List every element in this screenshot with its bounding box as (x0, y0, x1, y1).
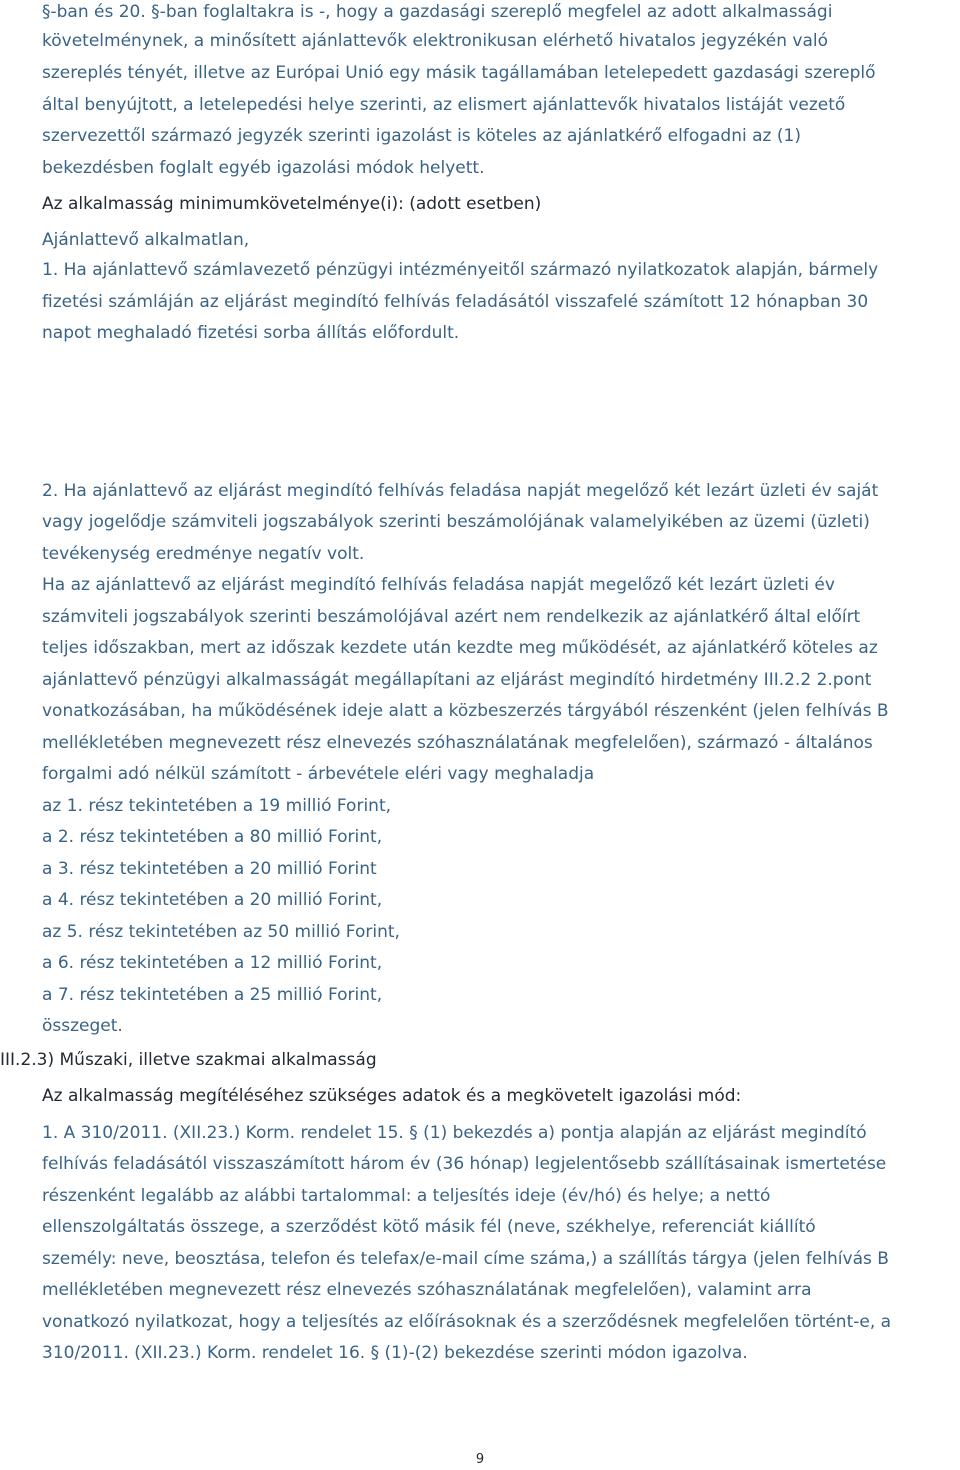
section-body-line: részenként legalább az alábbi tartalommal: a teljesítés ideje (év/hó) és helye; a nettó (42, 1186, 771, 1206)
page-number: 9 (475, 1452, 485, 1467)
point2-line: vagy jogelődje számviteli jogszabályok szerinti beszámolójának valamelyikében az üzemi (üzleti) (42, 512, 870, 532)
part-item: a 6. rész tekintetében a 12 millió Forint, (42, 953, 383, 973)
paragraph-line: által benyújtott, a letelepedési helye szerinti, az elismert ajánlattevők hivatalos listáját vezető (42, 95, 846, 115)
section-body-line: felhívás feladásától visszaszámított három év (36 hónap) legjelentősebb szállításainak ismertetése (42, 1154, 887, 1174)
part-item: az 1. rész tekintetében a 19 millió Forint, (42, 796, 392, 816)
unfit-label: Ajánlattevő alkalmatlan, (42, 230, 250, 250)
paragraph-line: követelménynek, a minősített ajánlattevők elektronikusan elérhető hivatalos jegyzékén való (42, 31, 829, 51)
section-body-line: vonatkozó nyilatkozat, hogy a teljesítés az előírásoknak és a szerződésnek megfelelően történt-e, a (42, 1312, 892, 1332)
paragraph-line: szervezettől származó jegyzék szerinti igazolást is köteles az ajánlatkérő elfogadni az (1) (42, 126, 801, 146)
point1-line: napot meghaladó fizetési sorba állítás előfordult. (42, 323, 460, 343)
section-heading: III.2.3) Műszaki, illetve szakmai alkalmasság (0, 1050, 377, 1070)
section-body-line: ellenszolgáltatás összege, a szerződést kötő másik fél (neve, székhelye, referenciát kiállító (42, 1217, 816, 1237)
point1-line: fizetési számláján az eljárást megindító felhívás feladásától visszafelé számított 12 hónapban 30 (42, 292, 869, 312)
section-body-line: 1. A 310/2011. (XII.23.) Korm. rendelet 15. § (1) bekezdés a) pontja alapján az eljárást megindító (42, 1123, 867, 1143)
point2-line: 2. Ha ajánlattevő az eljárást megindító felhívás feladása napját megelőző két lezárt üzleti év saját (42, 481, 879, 501)
min-requirement-heading: Az alkalmasság minimumkövetelménye(i): (adott esetben) (42, 194, 542, 214)
section-body-line: mellékletében megnevezett rész elnevezés szóhasználatának megfelelően), valamint arra (42, 1280, 812, 1300)
part-item: a 7. rész tekintetében a 25 millió Forint, (42, 985, 383, 1005)
point2b-line: forgalmi adó nélkül számított - árbevétele eléri vagy meghaladja (42, 764, 595, 784)
point2b-line: Ha az ajánlattevő az eljárást megindító felhívás feladása napját megelőző két lezárt üzleti év (42, 575, 835, 595)
point2-line: tevékenység eredménye negatív volt. (42, 544, 365, 564)
section-body-line: 310/2011. (XII.23.) Korm. rendelet 16. § (1)-(2) bekezdése szerinti módon igazolva. (42, 1343, 748, 1363)
part-item: összeget. (42, 1016, 123, 1036)
point2b-line: ajánlattevő pénzügyi alkalmasságát megállapítani az eljárást megindító hirdetmény III.2.2 2.pont (42, 670, 872, 690)
part-item: az 5. rész tekintetében az 50 millió Forint, (42, 922, 400, 942)
part-item: a 2. rész tekintetében a 80 millió Forint, (42, 827, 383, 847)
paragraph-line: §-ban és 20. §-ban foglaltakra is -, hogy a gazdasági szereplő megfelel az adott alkalmassági (42, 2, 833, 22)
section-subheading: Az alkalmasság megítéléséhez szükséges adatok és a megkövetelt igazolási mód: (42, 1086, 742, 1106)
point2b-line: vonatkozásában, ha működésének ideje alatt a közbeszerzés tárgyából részenként (jelen felhívás B (42, 701, 889, 721)
paragraph-line: bekezdésben foglalt egyéb igazolási módok helyett. (42, 158, 485, 178)
point2b-line: mellékletében megnevezett rész elnevezés szóhasználatának megfelelően), származó - általános (42, 733, 873, 753)
point2b-line: teljes időszakban, mert az időszak kezdete után kezdte meg működését, az ajánlatkérő köteles az (42, 638, 878, 658)
part-item: a 4. rész tekintetében a 20 millió Forint, (42, 890, 383, 910)
point2b-line: számviteli jogszabályok szerinti beszámolójával azért nem rendelkezik az ajánlatkérő által előírt (42, 607, 861, 627)
point1-line: 1. Ha ajánlattevő számlavezető pénzügyi intézményeitől származó nyilatkozatok alapján, bármely (42, 260, 879, 280)
paragraph-line: szereplés tényét, illetve az Európai Unió egy másik tagállamában letelepedett gazdasági szereplő (42, 63, 876, 83)
section-body-line: személy: neve, beosztása, telefon és telefax/e-mail címe száma,) a szállítás tárgya (jelen felhívás B (42, 1249, 889, 1269)
part-item: a 3. rész tekintetében a 20 millió Forint (42, 859, 377, 879)
